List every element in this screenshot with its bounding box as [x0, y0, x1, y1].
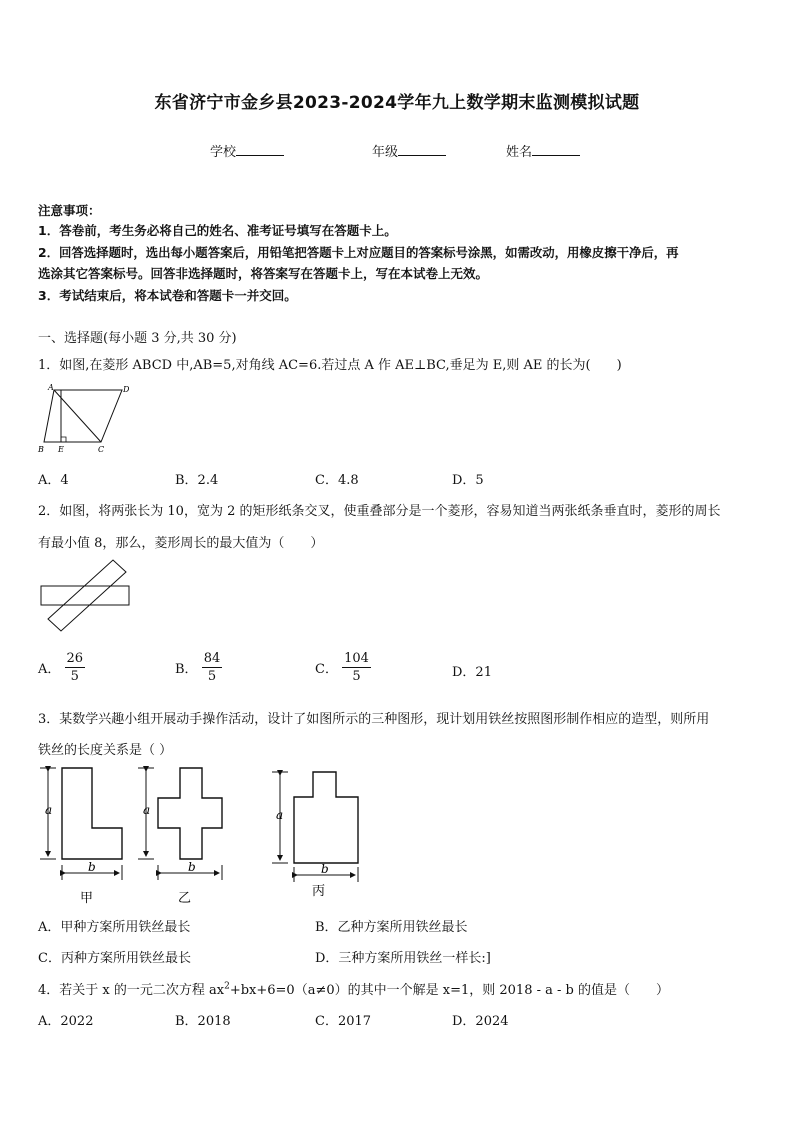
- q2-strips-figure: [36, 557, 136, 637]
- shape-bing-b-label: b: [321, 862, 329, 876]
- name-field: [506, 141, 580, 160]
- q4-option-a: A．2022: [38, 1014, 94, 1029]
- q1-label-e: E: [58, 445, 64, 454]
- name-label: 姓名: [506, 145, 533, 160]
- shape-jia-a-label: a: [45, 803, 53, 817]
- q1-label-a: A: [48, 383, 54, 392]
- q2-option-c-numerator: 104: [344, 651, 369, 666]
- q2-option-a-numerator: 26: [66, 651, 84, 666]
- shape-yi: [138, 768, 222, 906]
- q4-text-pre: 4．若关于 x 的一元二次方程 ax: [38, 983, 225, 998]
- q2-option-b-numerator: 84: [203, 651, 221, 666]
- q2-line1: 2．如图，将两张长为 10，宽为 2 的矩形纸条交叉，使重叠部分是一个菱形，容易知道当两张纸条垂直时，菱形的周长: [38, 504, 721, 519]
- q2-option-c: [315, 650, 371, 685]
- q3-line2: 铁丝的长度关系是（ ）: [38, 743, 173, 758]
- q3-shapes-figure: [36, 762, 376, 908]
- q2-line2: 有最小值 8，那么，菱形周长的最大值为（ ）: [38, 536, 324, 551]
- note-2b: 选涂其它答案标号。回答非选择题时，将答案写在答题卡上，写在本试卷上无效。: [38, 266, 489, 281]
- grade-label: 年级: [372, 145, 399, 160]
- school-field: [210, 141, 284, 160]
- q2-option-a-prefix: A．: [38, 662, 61, 677]
- note-2a: 2．回答选择题时，选出每小题答案后，用铅笔把答题卡上对应题目的答案标号涂黑，如需改动，用橡皮擦干净后，再: [38, 245, 679, 260]
- grade-blank: [398, 144, 446, 156]
- q3-option-c: C．丙种方案所用铁丝最长: [38, 951, 191, 966]
- q1-label-d: D: [123, 385, 130, 394]
- q1-option-d: D．5: [452, 473, 484, 488]
- shape-bing-caption: 丙: [312, 884, 326, 899]
- q3-option-a: A．甲种方案所用铁丝最长: [38, 920, 191, 935]
- q3-line1: 3．某数学兴趣小组开展动手操作活动，设计了如图所示的三种图形，现计划用铁丝按照图形制作相应的造型，则所用: [38, 712, 710, 727]
- name-blank: [532, 144, 580, 156]
- q2-option-d: D．21: [452, 665, 492, 680]
- q2-option-c-denominator: 5: [352, 669, 361, 684]
- grade-field: [372, 141, 446, 160]
- section-heading: 一、选择题(每小题 3 分,共 30 分): [38, 331, 237, 346]
- q2-option-b: [175, 650, 222, 685]
- q2-option-b-denominator: 5: [207, 669, 217, 684]
- q2-option-a: [38, 650, 85, 685]
- q4-text-post: +bx+6=0（a≠0）的其中一个解是 x=1，则 2018 - a - b 的值是（ ）: [229, 983, 669, 998]
- q1-label-b: B: [38, 445, 44, 454]
- q4-text: [38, 979, 669, 998]
- q4-option-c: C．2017: [315, 1014, 372, 1029]
- q3-option-d: D．三种方案所用铁丝一样长:]: [315, 951, 491, 966]
- shape-bing: [272, 772, 358, 899]
- q1-option-b: B．2.4: [175, 473, 219, 488]
- q1-label-c: C: [98, 445, 105, 454]
- note-1: 1．答卷前，考生务必将自己的姓名、准考证号填写在答题卡上。: [38, 223, 397, 238]
- q4-option-b: B．2018: [175, 1014, 231, 1029]
- q1-option-c: C．4.8: [315, 473, 359, 488]
- q3-option-b: B．乙种方案所用铁丝最长: [315, 920, 468, 935]
- q4-superscript: 2: [224, 981, 230, 992]
- school-blank: [236, 144, 284, 156]
- q2-option-c-prefix: C．: [315, 662, 338, 677]
- q1-rhombus-figure: [34, 380, 134, 458]
- q4-option-d: D．2024: [452, 1014, 509, 1029]
- note-3: 3．考试结束后，将本试卷和答题卡一并交回。: [38, 288, 297, 303]
- q1-text: 1．如图,在菱形 ABCD 中,AB=5,对角线 AC=6.若过点 A 作 AE⊥BC,垂足为 E,则 AE 的长为( ): [38, 358, 622, 373]
- notes-heading: 注意事项：: [38, 203, 101, 218]
- shape-yi-a-label: a: [143, 803, 151, 817]
- shape-jia-caption: 甲: [80, 891, 94, 906]
- shape-yi-b-label: b: [188, 860, 196, 874]
- shape-jia-b-label: b: [88, 860, 96, 874]
- page-title: 东省济宁市金乡县2023-2024学年九上数学期末监测模拟试题: [154, 93, 640, 113]
- shape-bing-a-label: a: [276, 808, 284, 822]
- school-label: 学校: [210, 145, 237, 160]
- q2-option-b-prefix: B．: [175, 662, 198, 677]
- q1-option-a: A．4: [38, 473, 69, 488]
- shape-yi-caption: 乙: [178, 891, 192, 906]
- shape-jia: [40, 768, 122, 906]
- q2-option-a-denominator: 5: [70, 669, 79, 684]
